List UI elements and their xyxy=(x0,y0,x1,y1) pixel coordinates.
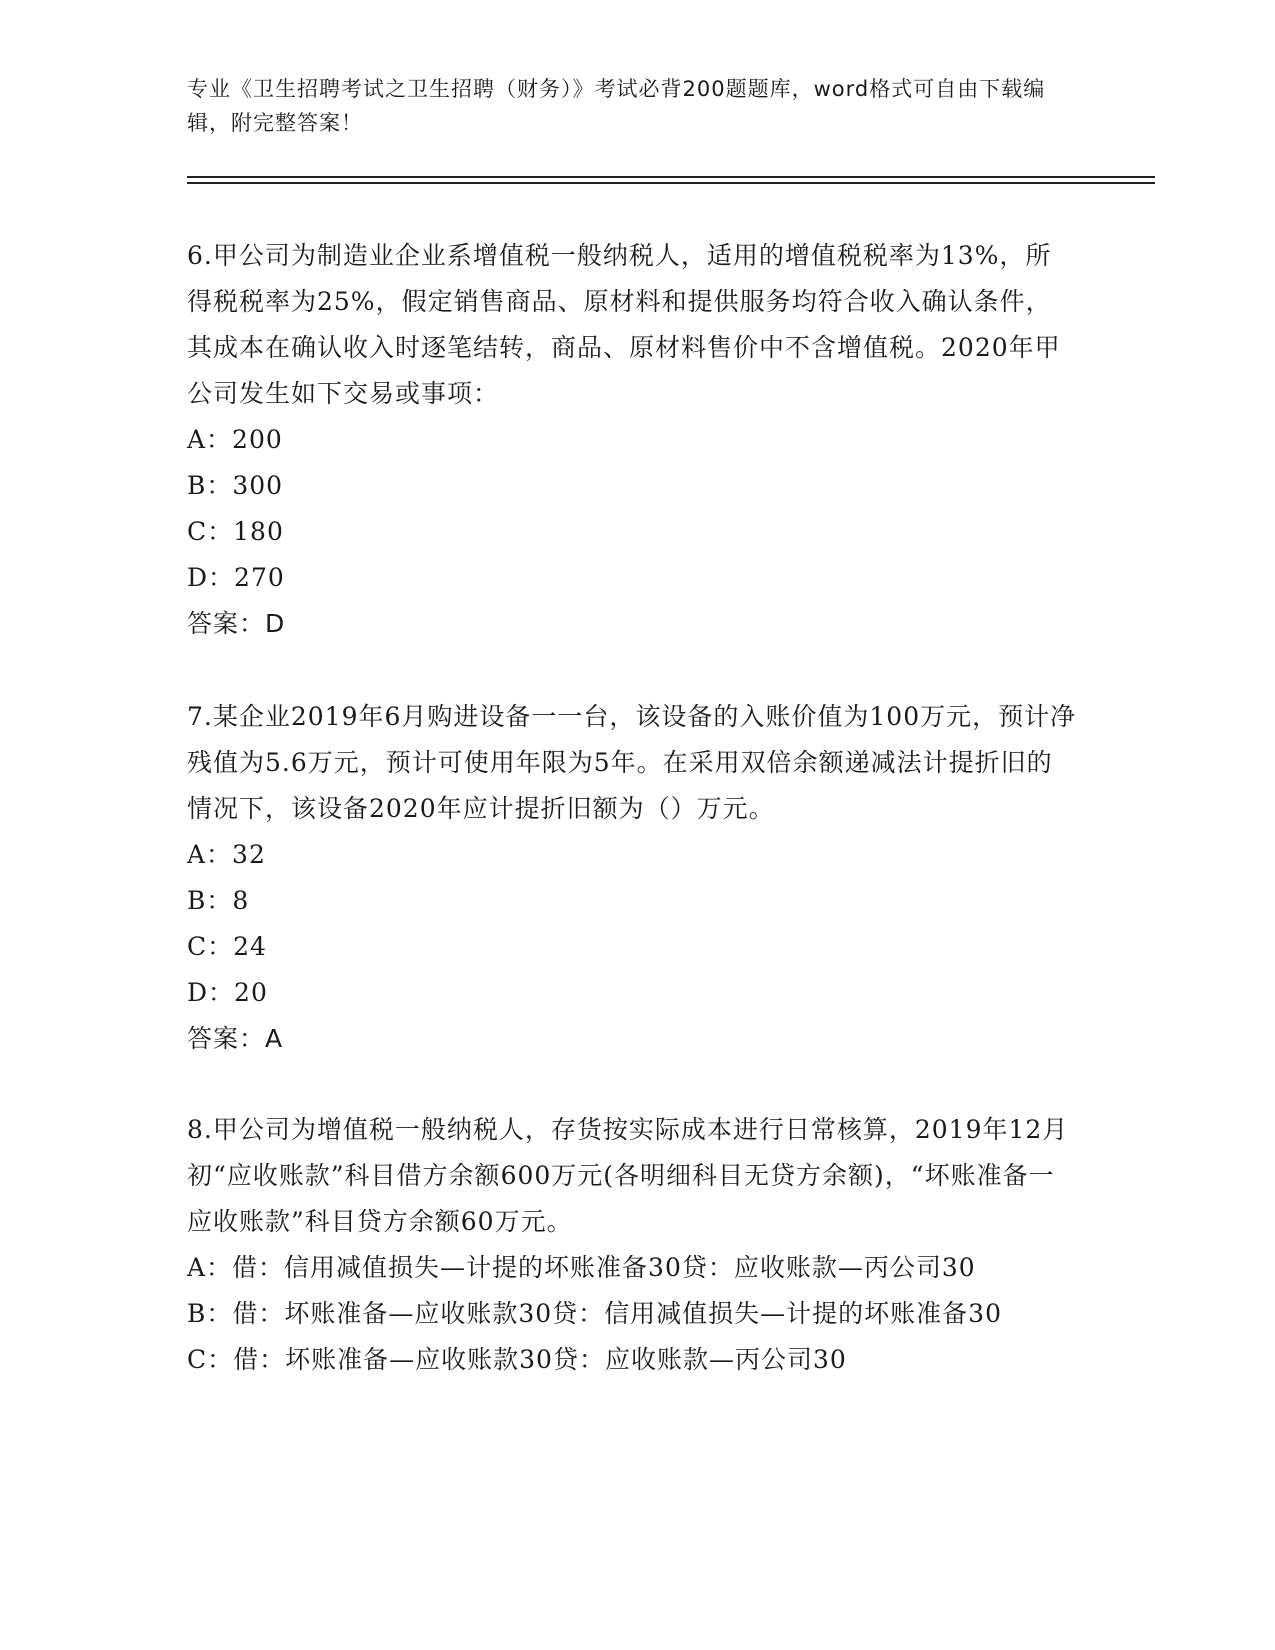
option-a: A：借：信用减值损失—计提的坏账准备30贷：应收账款—丙公司30 xyxy=(187,1253,976,1282)
option-c: C：借：坏账准备—应收账款30贷：应收账款—丙公司30 xyxy=(187,1345,847,1374)
option-b: B：借：坏账准备—应收账款30贷：信用减值损失—计提的坏账准备30 xyxy=(187,1299,1002,1328)
option-b: B：300 xyxy=(187,471,284,500)
question-8 xyxy=(187,1107,1077,1383)
header-divider-top xyxy=(187,176,1155,178)
option-a: A：32 xyxy=(187,840,266,869)
question-6 xyxy=(187,233,1077,647)
option-c: C：180 xyxy=(187,517,284,546)
header-divider-bottom xyxy=(187,182,1155,184)
option-c: C：24 xyxy=(187,932,267,961)
question-stem: 6.甲公司为制造业企业系增值税一般纳税人，适用的增值税税率为13%，所得税税率为25%，假定销售商品、原材料和提供服务均符合收入确认条件，其成本在确认收入时逐笔结转，商品、原材料售价中不含增值税。2020年甲公司发生如下交易或事项： xyxy=(187,241,1061,408)
option-d: D：20 xyxy=(187,978,268,1007)
option-d: D：270 xyxy=(187,563,285,592)
option-b: B：8 xyxy=(187,886,250,915)
question-stem: 7.某企业2019年6月购进设备一一台，该设备的入账价值为100万元，预计净残值为5.6万元，预计可使用年限为5年。在采用双倍余额递减法计提折旧的情况下，该设备2020年应计提折旧额为（）万元。 xyxy=(187,702,1077,823)
answer: 答案：D xyxy=(187,609,286,638)
document-header: 专业《卫生招聘考试之卫生招聘（财务）》考试必背200题题库，word格式可自由下载编辑，附完整答案！ xyxy=(187,77,1046,135)
option-a: A：200 xyxy=(187,425,283,454)
question-stem: 8.甲公司为增值税一般纳税人，存货按实际成本进行日常核算，2019年12月初“应收账款”科目借方余额600万元(各明细科目无贷方余额)，“坏账准备一应收账款”科目贷方余额60万元。 xyxy=(187,1115,1069,1236)
question-7 xyxy=(187,694,1077,1062)
answer: 答案：A xyxy=(187,1024,284,1053)
